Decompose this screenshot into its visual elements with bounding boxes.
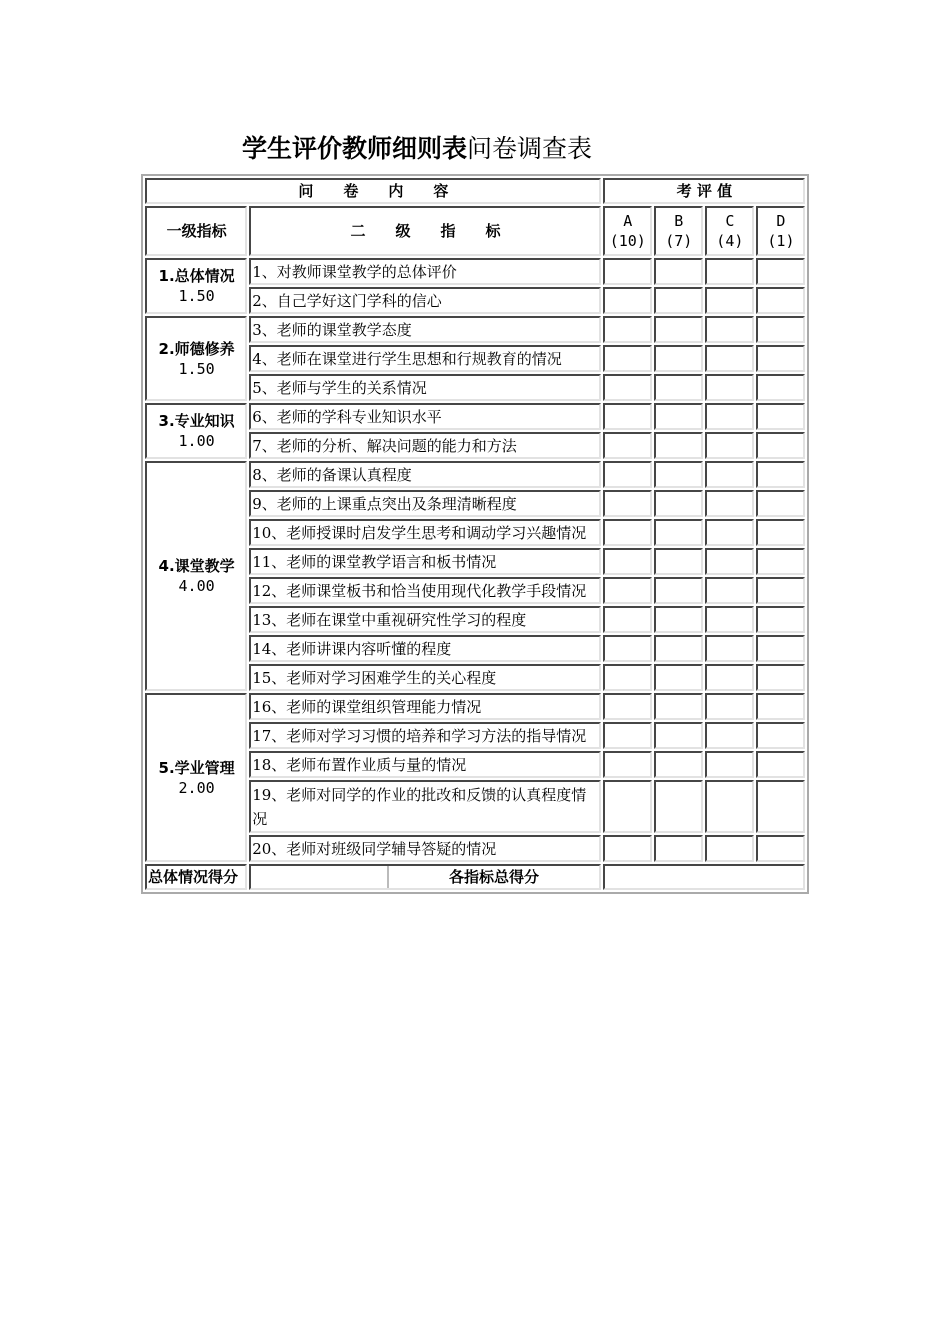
level2-item: 12、老师课堂板书和恰当使用现代化教学手段情况 xyxy=(249,577,601,604)
level2-item: 15、老师对学习困难学生的关心程度 xyxy=(249,664,601,691)
level1-name: 2.师德修养 xyxy=(158,339,235,358)
table-row xyxy=(145,403,805,430)
score-cell-d[interactable] xyxy=(756,374,805,401)
level2-item: 2、自己学好这门学科的信心 xyxy=(249,287,601,314)
score-cell-b[interactable] xyxy=(654,635,703,662)
score-cell-d[interactable] xyxy=(756,345,805,372)
score-cell-c[interactable] xyxy=(705,722,754,749)
level1-weight: 2.00 xyxy=(178,778,215,797)
grade-header-d xyxy=(756,206,805,256)
header-level2: 二 级 指 标 xyxy=(249,206,601,256)
level1-indicator xyxy=(145,461,247,691)
score-cell-c[interactable] xyxy=(705,258,754,285)
score-cell-c[interactable] xyxy=(705,490,754,517)
level1-weight: 1.50 xyxy=(178,287,215,305)
score-cell-a[interactable] xyxy=(603,258,652,285)
level1-indicator xyxy=(145,693,247,862)
grade-letter: B xyxy=(674,212,684,230)
score-cell-a[interactable] xyxy=(603,606,652,633)
score-cell-a[interactable] xyxy=(603,316,652,343)
level2-item: 9、老师的上课重点突出及条理清晰程度 xyxy=(249,490,601,517)
score-cell-a[interactable] xyxy=(603,374,652,401)
grade-letter: D xyxy=(776,212,786,230)
level1-weight: 1.50 xyxy=(178,359,215,378)
score-cell-a[interactable] xyxy=(603,664,652,691)
grade-score: (4) xyxy=(716,232,744,250)
score-cell-d[interactable] xyxy=(756,461,805,488)
score-cell-b[interactable] xyxy=(654,461,703,488)
score-cell-a[interactable] xyxy=(603,345,652,372)
score-cell-a[interactable] xyxy=(603,461,652,488)
overall-score-label: 总体情况得分 xyxy=(145,864,247,890)
title-bold: 学生评价教师细则表 xyxy=(242,134,468,163)
grade-letter: A xyxy=(623,212,633,230)
page-title xyxy=(242,132,592,166)
score-cell-d[interactable] xyxy=(756,635,805,662)
table-row xyxy=(145,316,805,343)
score-cell-c[interactable] xyxy=(705,664,754,691)
overall-score-value[interactable] xyxy=(251,866,389,888)
score-cell-b[interactable] xyxy=(654,751,703,778)
score-cell-a[interactable] xyxy=(603,722,652,749)
score-cell-a[interactable] xyxy=(603,751,652,778)
score-cell-d[interactable] xyxy=(756,287,805,314)
score-cell-a[interactable] xyxy=(603,780,652,833)
score-cell-a[interactable] xyxy=(603,432,652,459)
level2-item: 4、老师在课堂进行学生思想和行规教育的情况 xyxy=(249,345,601,372)
score-cell-d[interactable] xyxy=(756,751,805,778)
score-cell-a[interactable] xyxy=(603,490,652,517)
footer-row xyxy=(145,864,805,890)
score-cell-d[interactable] xyxy=(756,519,805,546)
grade-score: (1) xyxy=(767,232,795,250)
grade-header-b xyxy=(654,206,703,256)
level1-indicator xyxy=(145,258,247,314)
grade-score: (10) xyxy=(609,232,646,250)
score-cell-c[interactable] xyxy=(705,548,754,575)
score-cell-b[interactable] xyxy=(654,258,703,285)
score-cell-d[interactable] xyxy=(756,835,805,862)
score-cell-c[interactable] xyxy=(705,780,754,833)
score-cell-a[interactable] xyxy=(603,519,652,546)
score-cell-a[interactable] xyxy=(603,635,652,662)
level1-name: 5.学业管理 xyxy=(158,758,235,777)
table-row xyxy=(145,693,805,720)
grade-letter: C xyxy=(725,212,735,230)
score-cell-b[interactable] xyxy=(654,432,703,459)
score-cell-b[interactable] xyxy=(654,606,703,633)
score-cell-c[interactable] xyxy=(705,374,754,401)
grade-score: (7) xyxy=(665,232,693,250)
score-cell-d[interactable] xyxy=(756,693,805,720)
level2-item: 16、老师的课堂组织管理能力情况 xyxy=(249,693,601,720)
score-cell-b[interactable] xyxy=(654,519,703,546)
score-cell-c[interactable] xyxy=(705,287,754,314)
score-cell-c[interactable] xyxy=(705,751,754,778)
score-cell-b[interactable] xyxy=(654,345,703,372)
score-cell-b[interactable] xyxy=(654,287,703,314)
score-cell-b[interactable] xyxy=(654,835,703,862)
total-score-value[interactable] xyxy=(603,864,805,890)
score-cell-b[interactable] xyxy=(654,490,703,517)
level2-item: 17、老师对学习习惯的培养和学习方法的指导情况 xyxy=(249,722,601,749)
score-cell-b[interactable] xyxy=(654,664,703,691)
level1-name: 4.课堂教学 xyxy=(158,557,235,575)
header-content: 问 卷 内 容 xyxy=(145,178,601,204)
total-score-label: 各指标总得分 xyxy=(448,868,539,886)
level2-item: 6、老师的学科专业知识水平 xyxy=(249,403,601,430)
score-cell-b[interactable] xyxy=(654,722,703,749)
score-cell-d[interactable] xyxy=(756,780,805,833)
score-cell-d[interactable] xyxy=(756,316,805,343)
score-cell-b[interactable] xyxy=(654,693,703,720)
level1-indicator xyxy=(145,316,247,401)
footer-split xyxy=(249,864,601,890)
score-cell-a[interactable] xyxy=(603,403,652,430)
score-cell-c[interactable] xyxy=(705,345,754,372)
score-cell-c[interactable] xyxy=(705,461,754,488)
score-cell-d[interactable] xyxy=(756,664,805,691)
grade-header-a xyxy=(603,206,652,256)
score-cell-a[interactable] xyxy=(603,835,652,862)
level1-indicator xyxy=(145,403,247,459)
level2-item: 10、老师授课时启发学生思考和调动学习兴趣情况 xyxy=(249,519,601,546)
level2-item: 3、老师的课堂教学态度 xyxy=(249,316,601,343)
score-cell-d[interactable] xyxy=(756,432,805,459)
level2-item: 5、老师与学生的关系情况 xyxy=(249,374,601,401)
level2-item: 11、老师的课堂教学语言和板书情况 xyxy=(249,548,601,575)
grade-header-c xyxy=(705,206,754,256)
score-cell-c[interactable] xyxy=(705,432,754,459)
score-cell-d[interactable] xyxy=(756,548,805,575)
score-cell-a[interactable] xyxy=(603,287,652,314)
level1-weight: 4.00 xyxy=(178,577,215,595)
score-cell-a[interactable] xyxy=(603,548,652,575)
level1-weight: 1.00 xyxy=(178,432,215,450)
score-cell-c[interactable] xyxy=(705,577,754,604)
score-cell-c[interactable] xyxy=(705,635,754,662)
score-cell-c[interactable] xyxy=(705,693,754,720)
table-row xyxy=(145,461,805,488)
header-evaluation: 考 评 值 xyxy=(603,178,805,204)
score-cell-d[interactable] xyxy=(756,490,805,517)
level2-item: 8、老师的备课认真程度 xyxy=(249,461,601,488)
score-cell-c[interactable] xyxy=(705,519,754,546)
score-cell-b[interactable] xyxy=(654,316,703,343)
level2-item: 1、对教师课堂教学的总体评价 xyxy=(249,258,601,285)
score-cell-b[interactable] xyxy=(654,577,703,604)
score-cell-a[interactable] xyxy=(603,693,652,720)
level2-item: 19、老师对同学的作业的批改和反馈的认真程度情况 xyxy=(249,780,601,833)
score-cell-b[interactable] xyxy=(654,403,703,430)
level2-item: 20、老师对班级同学辅导答疑的情况 xyxy=(249,835,601,862)
score-cell-d[interactable] xyxy=(756,722,805,749)
score-cell-c[interactable] xyxy=(705,403,754,430)
score-cell-c[interactable] xyxy=(705,316,754,343)
score-cell-b[interactable] xyxy=(654,780,703,833)
score-cell-d[interactable] xyxy=(756,403,805,430)
score-cell-d[interactable] xyxy=(756,258,805,285)
score-cell-b[interactable] xyxy=(654,374,703,401)
level2-item: 14、老师讲课内容听懂的程度 xyxy=(249,635,601,662)
score-cell-d[interactable] xyxy=(756,606,805,633)
title-normal: 问卷调查表 xyxy=(467,134,593,163)
survey-table xyxy=(141,174,809,894)
score-cell-a[interactable] xyxy=(603,577,652,604)
score-cell-c[interactable] xyxy=(705,606,754,633)
level2-item: 13、老师在课堂中重视研究性学习的程度 xyxy=(249,606,601,633)
score-cell-d[interactable] xyxy=(756,577,805,604)
level1-name: 1.总体情况 xyxy=(158,267,235,285)
level1-name: 3.专业知识 xyxy=(158,412,235,430)
score-cell-b[interactable] xyxy=(654,548,703,575)
header-level1: 一级指标 xyxy=(145,206,247,256)
level2-item: 18、老师布置作业质与量的情况 xyxy=(249,751,601,778)
score-cell-c[interactable] xyxy=(705,835,754,862)
table-row xyxy=(145,258,805,285)
level2-item: 7、老师的分析、解决问题的能力和方法 xyxy=(249,432,601,459)
